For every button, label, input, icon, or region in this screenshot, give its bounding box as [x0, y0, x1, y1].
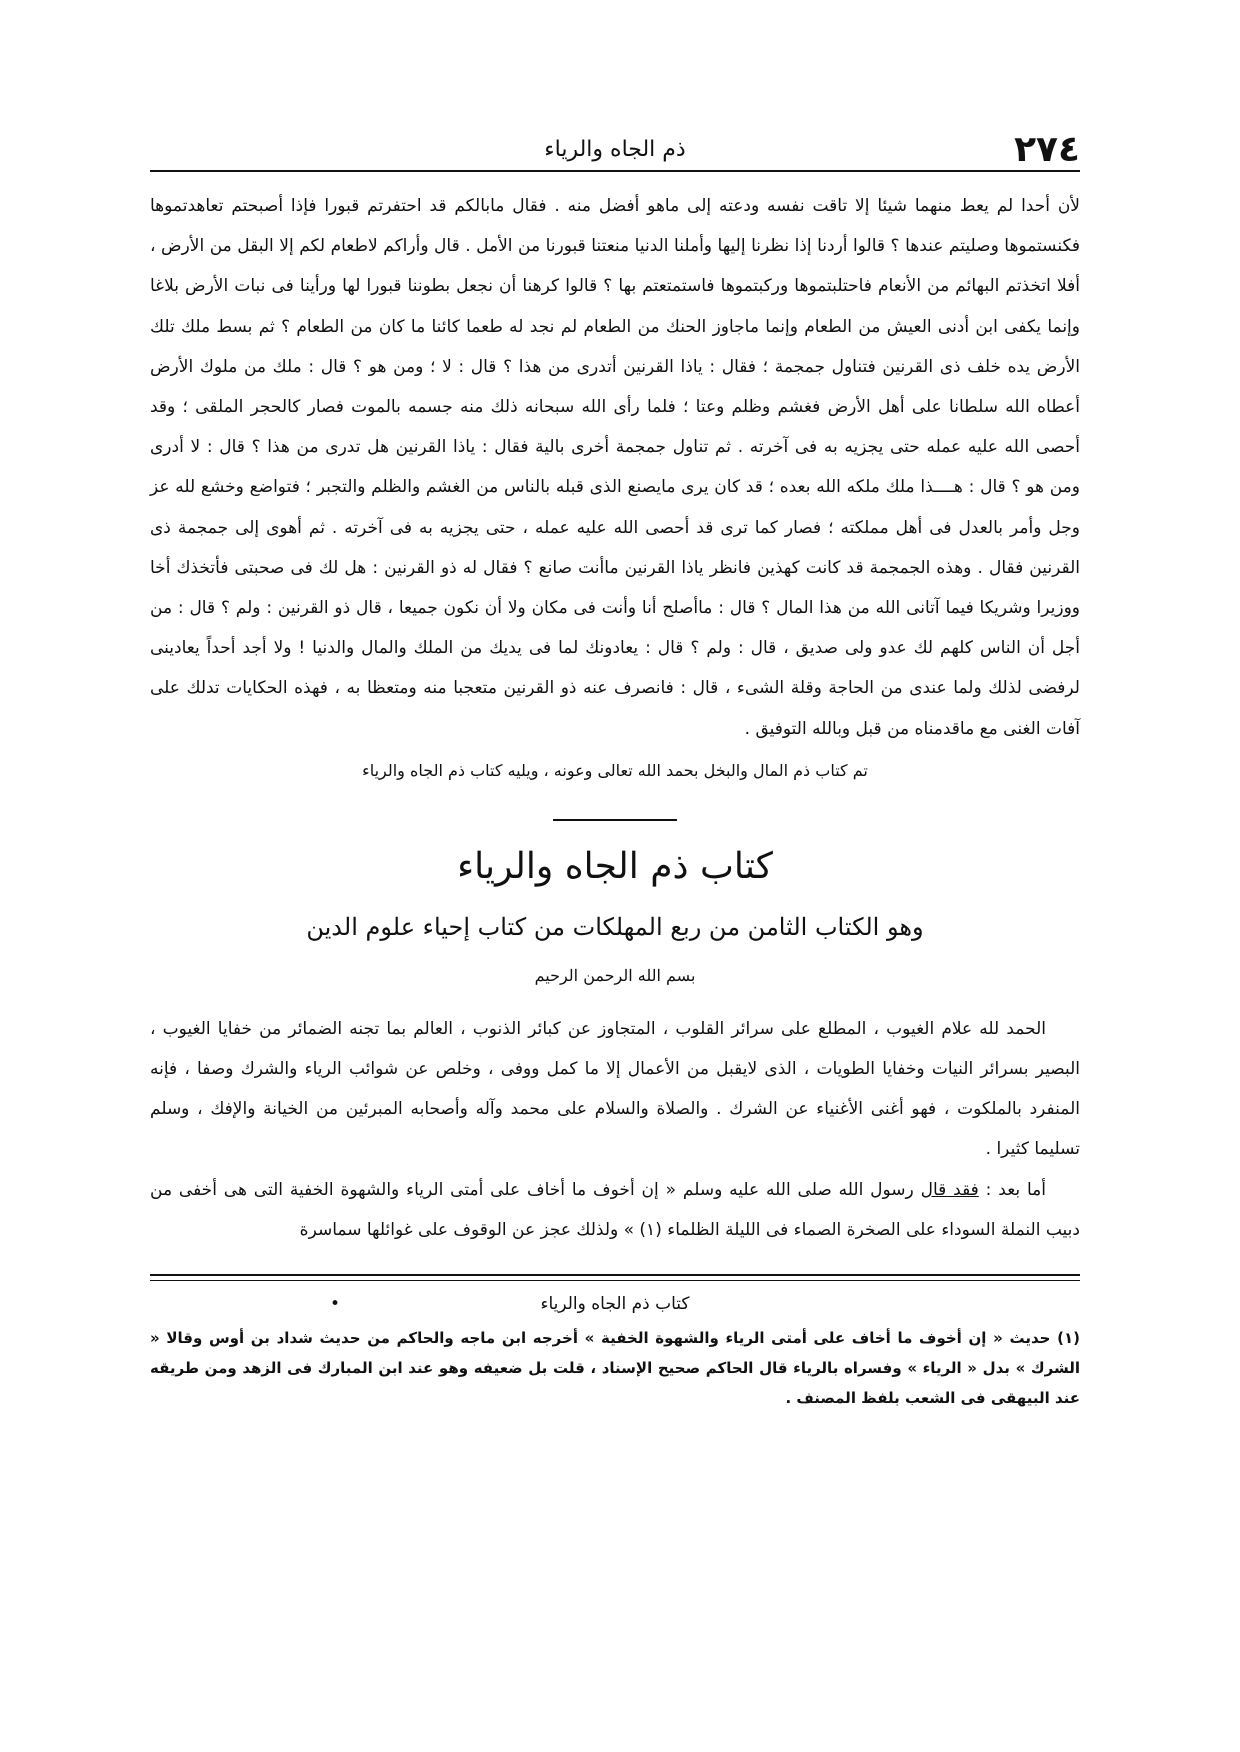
running-header [150, 120, 1080, 172]
opening-paragraph: الحمد لله علام الغيوب ، المطلع على سرائر القلوب ، المتجاوز عن كبائر الذنوب ، العالم بما تجنه الضمائر من خفايا الغيوب ، البصير بسرائر النيات وخفايا الطويات ، الذى لايقبل من الأعمال إلا ما كمل ووفى ، وخلص عن شوائب الرياء والشرك وصفا ، فإنه المنفرد بالملكوت ، فهو أغنى الأغنياء عن الشرك . والصلاة والسلام على محمد وآله وأصحابه المبرئين من الخيانة والإفك ، وسلم تسليما كثيرا . [150, 1018, 1080, 1160]
second-paragraph-rest: رسول الله صلى الله عليه وسلم « إن أخوف ما أخاف على أمتى الرياء والشهوة الخفية التى هى أخفى من دبيب النملة السوداء على الصخرة الصماء فى الليلة الظلماء (١) » ولذلك عجز عن الوقوف على غوائلها سماسرة [150, 1179, 1080, 1240]
second-paragraph-lead: أما بعد : [978, 1179, 1047, 1200]
underlined-phrase: فقد قال [920, 1179, 979, 1200]
section-divider [553, 819, 677, 821]
page-number: ٢٧٤ [1014, 129, 1080, 170]
book-page [150, 120, 1080, 1680]
footnote-marker: • [330, 1294, 341, 1315]
book-subtitle: وهو الكتاب الثامن من ربع المهلكات من كتاب إحياء علوم الدين [306, 912, 924, 941]
footnote-text: (١) حديث « إن أخوف ما أخاف على أمتى الرياء والشهوة الخفية » أخرجه ابن ماجه والحاكم من حديث شداد بن أوس وقالا « الشرك » بدل « الرياء » وفسراه بالرياء قال الحاكم صحيح الإسناد ، قلت بل ضعيفه وهو عند ابن المبارك فى الزهد ومن طريقه عند البيهقى فى الشعب بلفظ المصنف . [150, 1329, 1080, 1408]
chapter-closing-line: تم كتاب ذم المال والبخل بحمد الله تعالى وعونه ، ويليه كتاب ذم الجاه والرياء [362, 760, 868, 780]
running-header-title: ذم الجاه والرياء [544, 137, 686, 162]
footnote-rule [150, 1274, 1080, 1281]
previous-chapter-text [150, 186, 1080, 749]
previous-chapter-paragraph: لأن أحدا لم يعط منهما شيئا إلا تاقت نفسه ودعته إلى ماهو أفضل منه . فقال مابالكم قد احتفرتم قبورا فإذا أصبحتم تعاهدتموها فكنستموها وصليتم عندها ؟ قالوا أردنا إذا نظرنا إليها وأملنا الدنيا منعتنا قبورنا من الأمل . قال وأراكم لاطعام لكم إلا البقل من الأرض ، أفلا اتخذتم البهائم من الأنعام فاحتلبتموها وركبتموها فاستمتعتم بها ؟ قالوا كرهنا أن نجعل بطوننا قبورا لها ورأينا فى نبات الأرض بلاغا وإنما يكفى ابن أدنى العيش من الطعام وإنما ماجاوز الحنك من الطعام لم نجد له طعما كائنا ما كان من الطعام ؟ ثم بسط ملك تلك الأرض يده خلف ذى القرنين فتناول جمجمة ؛ فقال : ياذا القرنين أتدرى من هذا ؟ قال : لا ؛ ومن هو ؟ قال : ملك من ملوك الأرض أعطاه الله سلطانا على أهل الأرض فغشم وظلم وعتا ؛ فلما رأى الله سبحانه ذلك منه جسمه بالموت فصار كالحجر الملقى ؛ وقد أحصى الله عليه عمله حتى يجزيه به فى آخرته . ثم تناول جمجمة أخرى بالية فقال : ياذا القرنين هل تدرى من هذا ؟ قال : لا أدرى ومن هو ؟ قال : هــــذا ملك ملكه الله بعده ؛ قد كان يرى مايصنع الذى قبله بالناس من الغشم والظلم والتجبر ؛ فتواضع وخشع لله عز وجل وأمر بالعدل فى أهل مملكته ؛ فصار كما ترى قد أحصى الله عليه عمله ، حتى يجزيه به فى آخرته . ثم أهوى إلى جمجمة ذى القرنين فقال . وهذه الجمجمة قد كانت كهذين فانظر ياذا القرنين ماأنت صانع ؟ فقال له ذو القرنين : هل لك فى صحبتى فأتخذك أخا ووزيرا وشريكا فيما آتانى الله من هذا المال ؟ قال : ماأصلح أنا وأنت فى مكان ولا أن نكون جميعا ، قال ذو القرنين : ولم ؟ قال : من أجل أن الناس كلهم لك عدو ولى صديق ، قال : ولم ؟ قال : يعادونك لما فى يديك من الملك والمال والدنيا ! ولا أجد أحداً يعادينى لرفضى لذلك ولما عندى من الحاجة وقلة الشىء ، قال : فانصرف عنه ذو القرنين متعجبا منه ومتعظا به ، فهذه الحكايات تدلك على آفات الغنى مع ماقدمناه من قبل وبالله التوفيق . [150, 196, 1080, 739]
footnote-header-title: كتاب ذم الجاه والرياء [540, 1294, 690, 1315]
basmala: بسم الله الرحمن الرحيم [534, 965, 696, 985]
new-book-text [150, 1009, 1080, 1250]
footnote-header [150, 1289, 1080, 1319]
second-paragraph [150, 1170, 1080, 1250]
book-title: كتاب ذم الجاه والرياء [457, 845, 773, 887]
